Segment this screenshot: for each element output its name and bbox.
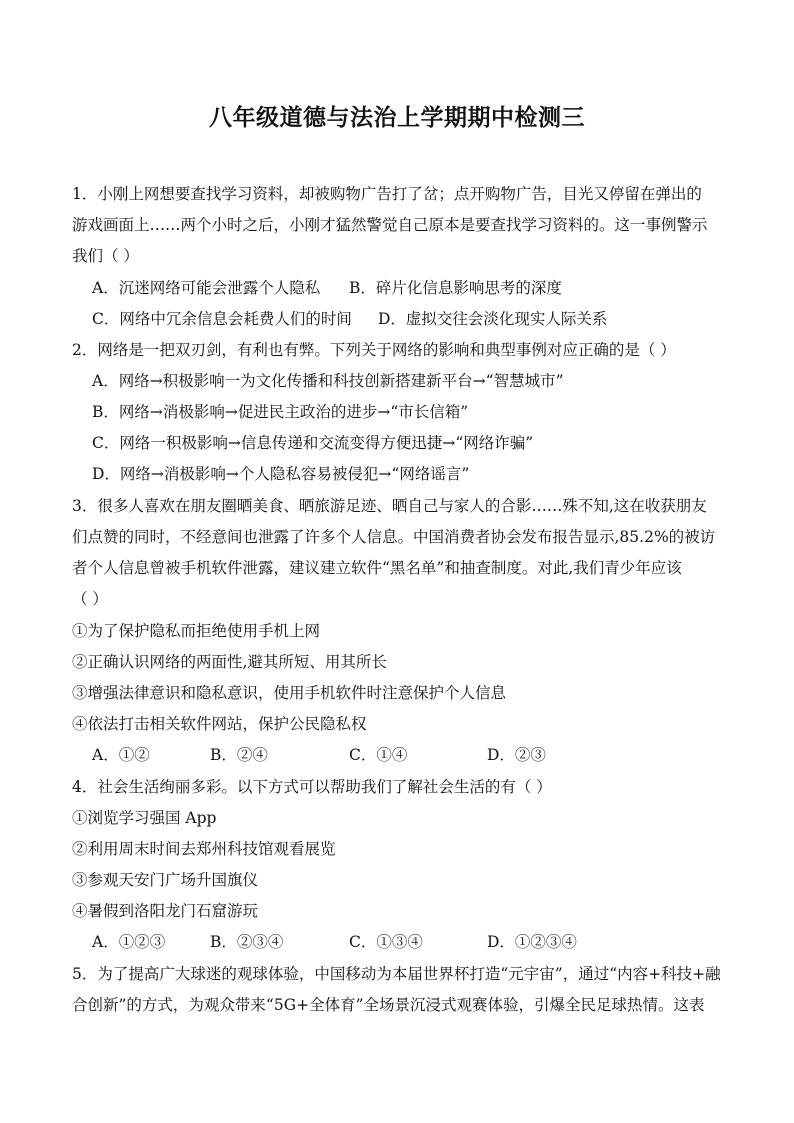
- q3-option-c: C．①④: [349, 746, 408, 764]
- q3-stem-line-1: 3．很多人喜欢在朋友圈晒美食、晒旅游足迹、晒自己与家人的合影……殊不知,这在收获朋友: [72, 497, 707, 515]
- q4-option-c: C．①③④: [349, 933, 423, 951]
- q3-stem-line-4: （ ）: [72, 590, 108, 608]
- q3-option-a: A．①②: [92, 746, 150, 764]
- q4-option-a: A．①②③: [92, 933, 166, 951]
- page-title: 八年级道德与法治上学期期中检测三: [209, 104, 585, 131]
- q1-option-b: B．碎片化信息影响思考的深度: [349, 279, 562, 297]
- q3-statement-4: ④依法打击相关软件网站，保护公民隐私权: [72, 715, 367, 733]
- q2-option-a: A．网络→积极影响一为文化传播和科技创新搭建新平台→“智慧城市”: [92, 372, 564, 390]
- q3-statement-2: ②正确认识网络的两面性,避其所短、用其所长: [72, 653, 387, 671]
- q3-stem-line-3: 者个人信息曾被手机软件泄露，建议建立软件“黑名单”和抽查制度。对此,我们青少年应该: [72, 559, 682, 577]
- q1-option-c: C．网络中冗余信息会耗费人们的时间: [92, 310, 352, 328]
- q4-statement-1: ①浏览学习强国 App: [72, 809, 217, 827]
- q1-option-a: A．沉迷网络可能会泄露个人隐私: [92, 279, 321, 297]
- q1-stem-line-1: 1．小刚上网想要查找学习资料，却被购物广告打了岔；点开购物广告，目光又停留在弹出的: [72, 185, 702, 203]
- q3-stem-line-2: 们点赞的同时，不经意间也泄露了许多个人信息。中国消费者协会发布报告显示,85.2%的被访: [72, 528, 716, 546]
- q4-statement-4: ④暑假到洛阳龙门石窟游玩: [72, 902, 259, 920]
- q1-stem-line-3: 我们（ ）: [72, 247, 139, 265]
- q4-stem-line-1: 4．社会生活绚丽多彩。以下方式可以帮助我们了解社会生活的有（ ）: [72, 778, 552, 796]
- q4-option-b: B．②③④: [210, 933, 284, 951]
- q2-option-d: D．网络→消极影响→个人隐私容易被侵犯→“网络谣言”: [92, 465, 470, 483]
- q2-option-b: B．网络→消极影响→促进民主政治的进步→“市长信箱”: [92, 403, 469, 421]
- q3-option-d: D．②③: [487, 746, 546, 764]
- q1-option-d: D．虚拟交往会淡化现实人际关系: [378, 310, 608, 328]
- q4-option-d: D．①②③④: [487, 933, 577, 951]
- q1-stem-line-2: 游戏画面上……两个小时之后，小刚才猛然警觉自己原本是要查找学习资料的。这一事例警示: [72, 216, 708, 234]
- q4-statement-3: ③参观天安门广场升国旗仪: [72, 871, 259, 889]
- q5-stem-line-1: 5．为了提高广大球迷的观球体验，中国移动为本届世界杯打造“元宇宙”，通过“内容+科技+融: [72, 965, 721, 983]
- q4-statement-2: ②利用周末时间去郑州科技馆观看展览: [72, 840, 336, 858]
- q5-stem-line-2: 合创新”的方式，为观众带来“5G+全体育”全场景沉浸式观赛体验，引爆全民足球热情。这表: [72, 996, 705, 1014]
- q2-option-c: C．网络一积极影响→信息传递和交流变得方便迅捷→“网络诈骗”: [92, 434, 534, 452]
- q2-stem-line-1: 2．网络是一把双刃剑，有利也有弊。下列关于网络的影响和典型事例对应正确的是（ ）: [72, 341, 676, 359]
- q3-statement-1: ①为了保护隐私而拒绝使用手机上网: [72, 622, 321, 640]
- q3-option-b: B．②④: [210, 746, 268, 764]
- q3-statement-3: ③增强法律意识和隐私意识，使用手机软件时注意保护个人信息: [72, 684, 507, 702]
